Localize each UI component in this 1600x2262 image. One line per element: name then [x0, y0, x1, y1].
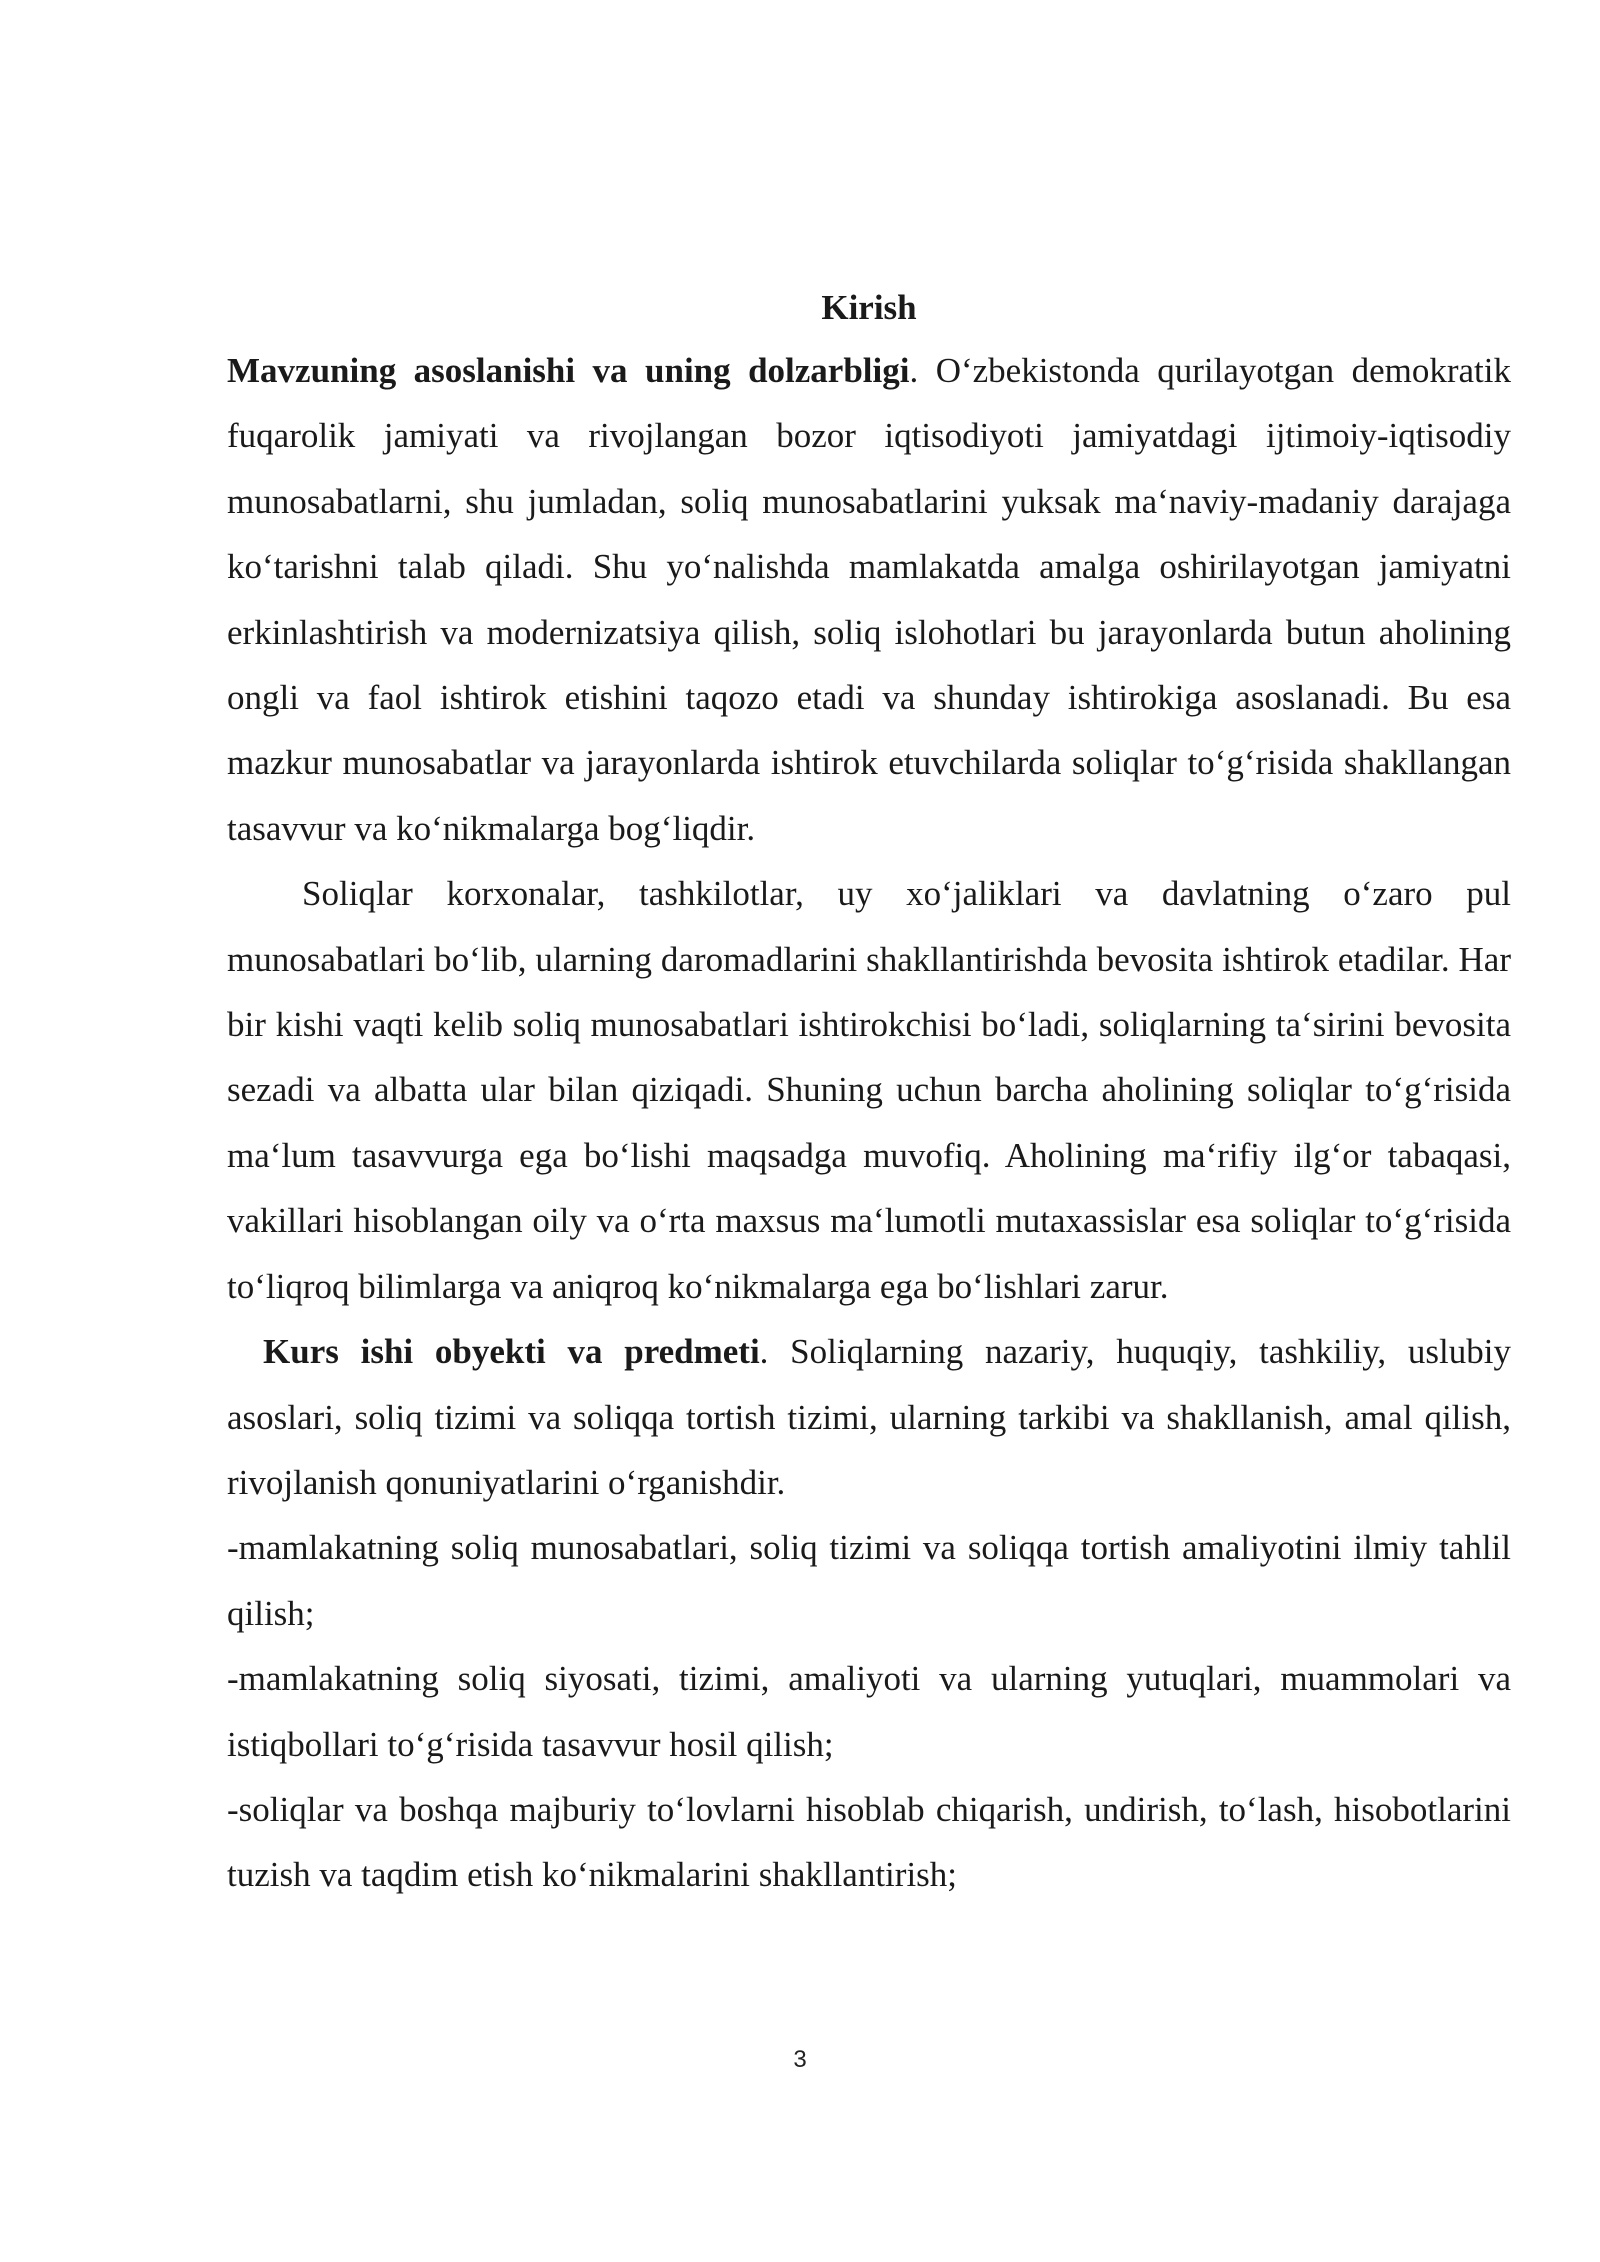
page-content: [227, 278, 1511, 1908]
paragraph-relevance: [227, 338, 1511, 861]
relevance-heading-punct: .: [909, 351, 919, 390]
object-text: . Soliqlarning nazariy, huquqiy, tashkiliy, uslubiy asoslari, soliq tizimi va soliqqa tortish tizimi, ularning tarkibi va shakllanish, amal qilish, rivojlanish qonuniyatlarini o‘rganishdir.: [227, 1332, 1511, 1502]
list-item: -mamlakatning soliq siyosati, tizimi, amaliyoti va ularning yutuqlari, muammolari va istiqbollari to‘g‘risida tasavvur hosil qilish;: [227, 1659, 1511, 1764]
object-heading: Kurs ishi obyekti va predmeti: [263, 1332, 760, 1372]
relevance-heading: Mavzuning asoslanishi va uning dolzarbligi: [227, 351, 910, 390]
relevance-text: O‘zbekistonda qurilayotgan demokratik fuqarolik jamiyati va rivojlangan bozor iqtisodiyoti jamiyatdagi ijtimoiy-iqtisodiy munosabatlarni, shu jumladan, soliq munosabatlarini yuksak ma‘naviy-madaniy darajaga ko‘tarishni talab qiladi. Shu yo‘nalishda mamlakatda amalga oshirilayotgan jamiyatni erkinlashtirish va modernizatsiya qilish, soliq islohotlari bu jarayonlarda butun aholining ongli va faol ishtirok etishini taqozo etadi va shunday ishtirokiga asoslanadi. Bu esa mazkur munosabatlar va jarayonlarda ishtirok etuvchilarda soliqlar to‘g‘risida shakllangan tasavvur va ko‘nikmalarga bog‘liqdir.: [227, 351, 1511, 848]
list-item: -mamlakatning soliq munosabatlari, soliq tizimi va soliqqa tortish amaliyotini ilmiy tahlil qilish;: [227, 1528, 1511, 1633]
paragraph-taxes: Soliqlar korxonalar, tashkilotlar, uy xo‘jaliklari va davlatning o‘zaro pul munosabatlari bo‘lib, ularning daromadlarini shakllantirishda bevosita ishtirok etadilar. Har bir kishi vaqti kelib soliq munosabatlari ishtirokchisi bo‘ladi, soliqlarning ta‘sirini bevosita sezadi va albatta ular bilan qiziqadi. Shuning uchun barcha aholining soliqlar to‘g‘risida ma‘lum tasavvurga ega bo‘lishi maqsadga muvofiq. Aholining ma‘rifiy ilg‘or tabaqasi, vakillari hisoblangan oily va o‘rta maxsus ma‘lumotli mutaxassislar esa soliqlar to‘g‘risida to‘liqroq bilimlarga va aniqroq ko‘nikmalarga ega bo‘lishlari zarur.: [227, 874, 1511, 1306]
page-title: Kirish: [821, 288, 917, 327]
page-number: 3: [793, 2046, 807, 2073]
list-item: -soliqlar va boshqa majburiy to‘lovlarni hisoblab chiqarish, undirish, to‘lash, hisobotlarini tuzish va taqdim etish ko‘nikmalarini shakllantirish;: [227, 1789, 1511, 1895]
paragraph-object: [227, 1319, 1511, 1515]
